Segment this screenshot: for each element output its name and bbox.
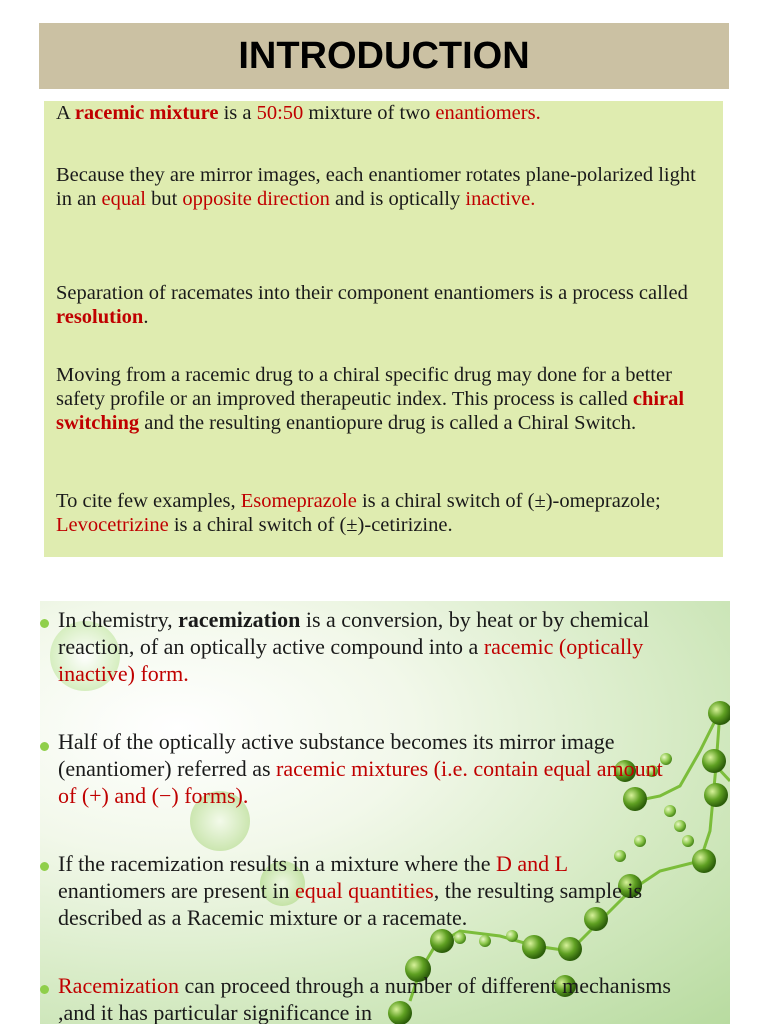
text: and the resulting enantiopure drug is called a Chiral Switch.	[139, 412, 637, 434]
highlight: 50:50	[256, 102, 304, 124]
bullet-icon	[40, 619, 49, 628]
highlight: equal quantities	[295, 878, 434, 903]
highlight: racemic mixture	[74, 102, 219, 124]
intro-panel	[44, 101, 723, 557]
text: Half of the optically active substance becomes its mirror image (enantiomer) referred as	[58, 729, 615, 781]
text: is a chiral switch of (±)-cetirizine.	[168, 514, 453, 536]
highlight: Levocetrizine	[56, 514, 169, 536]
text: mixture of two	[303, 102, 436, 124]
paragraph-racemization-definition	[58, 606, 672, 687]
highlight: equal	[101, 188, 146, 210]
text: Separation of racemates into their component enantiomers is a process called	[56, 282, 688, 304]
page-title: INTRODUCTION	[238, 34, 530, 77]
paragraph-chiral-switching	[56, 363, 705, 435]
text: Because they are mirror images, each enantiomer rotates plane-polarized light in an	[56, 164, 696, 210]
paragraph-half-active	[58, 728, 672, 809]
highlight: resolution	[56, 306, 144, 328]
paragraph-racemic-mixture	[56, 101, 705, 125]
bullet-icon	[40, 985, 49, 994]
text: Moving from a racemic drug to a chiral specific drug may done for a better safety profile or an improved therapeutic index. This process is called	[56, 364, 672, 410]
highlight: racemic (optically inactive) form.	[58, 634, 644, 686]
text: is a	[218, 102, 257, 124]
paragraph-resolution	[56, 281, 705, 329]
paragraph-racemate	[58, 850, 672, 931]
bullet-icon	[40, 742, 49, 751]
highlight: chiral switching	[56, 388, 685, 434]
text: , the resulting sample is described as a Racemic mixture or a racemate.	[58, 878, 643, 930]
text: and is optically	[329, 188, 466, 210]
text: enantiomers are present in	[58, 878, 296, 903]
text: is a conversion, by heat or by chemical reaction, of an optically active compound into a	[58, 607, 650, 659]
text: A	[56, 102, 75, 124]
highlight: Racemization	[58, 973, 179, 998]
bullet-icon	[40, 862, 49, 871]
highlight: Esomeprazole	[240, 490, 357, 512]
paragraph-examples	[56, 489, 705, 537]
text: but	[145, 188, 183, 210]
text: is a chiral switch of (±)-omeprazole;	[356, 490, 661, 512]
text: In chemistry,	[58, 607, 179, 632]
text: .	[143, 306, 149, 328]
text: If the racemization results in a mixture where the	[58, 851, 496, 876]
highlight: inactive.	[465, 188, 536, 210]
text: To cite few examples,	[56, 490, 241, 512]
highlight: racemic mixtures (i.e. contain equal amount of (+) and (−) forms).	[58, 756, 663, 808]
title-bar	[39, 23, 729, 89]
paragraph-mechanisms	[58, 972, 672, 1024]
paragraph-mirror-images	[56, 163, 705, 211]
highlight: D and L	[496, 851, 568, 876]
highlight: racemization	[178, 607, 301, 632]
highlight: enantiomers.	[435, 102, 541, 124]
racemization-panel	[40, 601, 730, 1024]
text: can proceed through a number of different mechanisms ,and it has particular significance in	[58, 973, 671, 1024]
highlight: opposite direction	[182, 188, 330, 210]
